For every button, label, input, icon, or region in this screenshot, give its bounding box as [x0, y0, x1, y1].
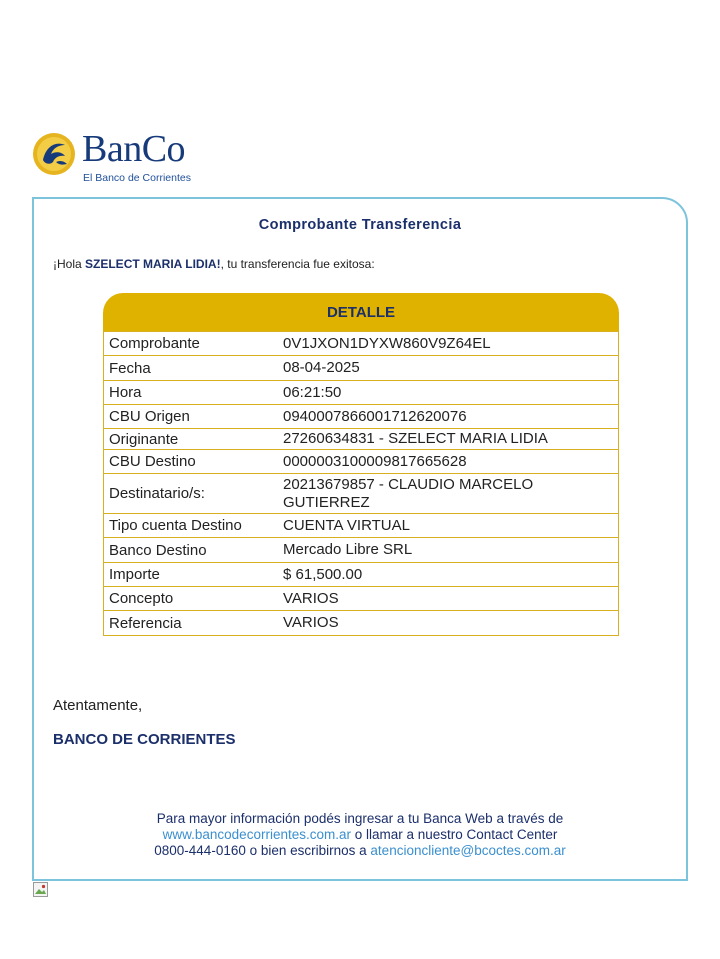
footer-line-1: Para mayor información podés ingresar a tu Banca Web a través de [156, 811, 564, 826]
row-label: CBU Destino [109, 453, 196, 470]
row-value: CUENTA VIRTUAL [283, 516, 410, 534]
row-label: Banco Destino [109, 541, 207, 559]
row-label: Importe [109, 566, 160, 583]
row-label: Comprobante [109, 335, 200, 352]
brand-tagline: El Banco de Corrientes [83, 172, 191, 184]
row-label: Fecha [109, 359, 151, 377]
row-label: Referencia [109, 614, 182, 632]
table-row-destinatario [103, 474, 619, 514]
row-value: VARIOS [283, 614, 339, 631]
footer-info [34, 811, 686, 859]
row-value: 0940007866001712620076 [283, 407, 467, 425]
row-value: 0V1JXON1DYXW860V9Z64EL [283, 334, 491, 352]
banco-logo-icon [32, 132, 76, 176]
receipt-title: Comprobante Transferencia [258, 217, 462, 233]
row-label: Tipo cuenta Destino [109, 517, 242, 534]
table-row-originante [103, 429, 619, 450]
row-value: 08-04-2025 [283, 359, 360, 376]
row-label: Originante [109, 430, 179, 448]
broken-image-icon [33, 882, 48, 897]
footer-line-2 [34, 827, 686, 843]
table-row-cbu-origen [103, 405, 619, 429]
row-label: Hora [109, 384, 142, 401]
email-link[interactable]: atencioncliente@bcoctes.com.ar [370, 843, 566, 858]
row-value: 06:21:50 [283, 383, 342, 401]
website-link[interactable]: www.bancodecorrientes.com.ar [162, 827, 351, 842]
greeting [53, 257, 375, 271]
table-row-hora [103, 381, 619, 405]
greeting-suffix: , tu transferencia fue exitosa: [220, 257, 375, 271]
footer-line-3-prefix: 0800-444-0160 o bien escribirnos a [154, 843, 371, 858]
receipt-card [32, 197, 688, 881]
table-row-importe [103, 563, 619, 587]
brand-name: BanCo [82, 128, 186, 170]
detail-header: DETALLE [103, 293, 619, 331]
footer-line-3 [34, 843, 686, 859]
row-value: $ 61,500.00 [283, 565, 363, 583]
customer-name: SZELECT MARIA LIDIA! [85, 257, 221, 271]
detail-table [103, 331, 619, 636]
row-value: 0000003100009817665628 [283, 452, 467, 470]
row-value: VARIOS [283, 589, 339, 607]
table-row-cbu-destino [103, 450, 619, 474]
table-row-concepto [103, 587, 619, 611]
row-value: 27260634831 - SZELECT MARIA LIDIA [283, 430, 548, 447]
footer-line-2-suffix: o llamar a nuestro Contact Center [350, 827, 558, 842]
closing-text: Atentamente, [53, 697, 143, 714]
table-row-banco-destino [103, 538, 619, 563]
detail-panel [103, 293, 619, 636]
table-row-fecha [103, 356, 619, 381]
bank-logo [32, 128, 202, 187]
signature: BANCO DE CORRIENTES [53, 731, 236, 748]
row-label: Concepto [109, 590, 174, 607]
row-label: CBU Origen [109, 408, 190, 425]
table-row-referencia [103, 611, 619, 636]
table-row-tipo-cuenta [103, 514, 619, 538]
row-value: Mercado Libre SRL [283, 541, 413, 558]
greeting-prefix: ¡Hola [53, 257, 86, 271]
row-value: 20213679857 - CLAUDIO MARCELO GUTIERREZ [283, 475, 534, 511]
table-row-comprobante [103, 332, 619, 356]
row-label: Destinatario/s: [109, 485, 205, 502]
